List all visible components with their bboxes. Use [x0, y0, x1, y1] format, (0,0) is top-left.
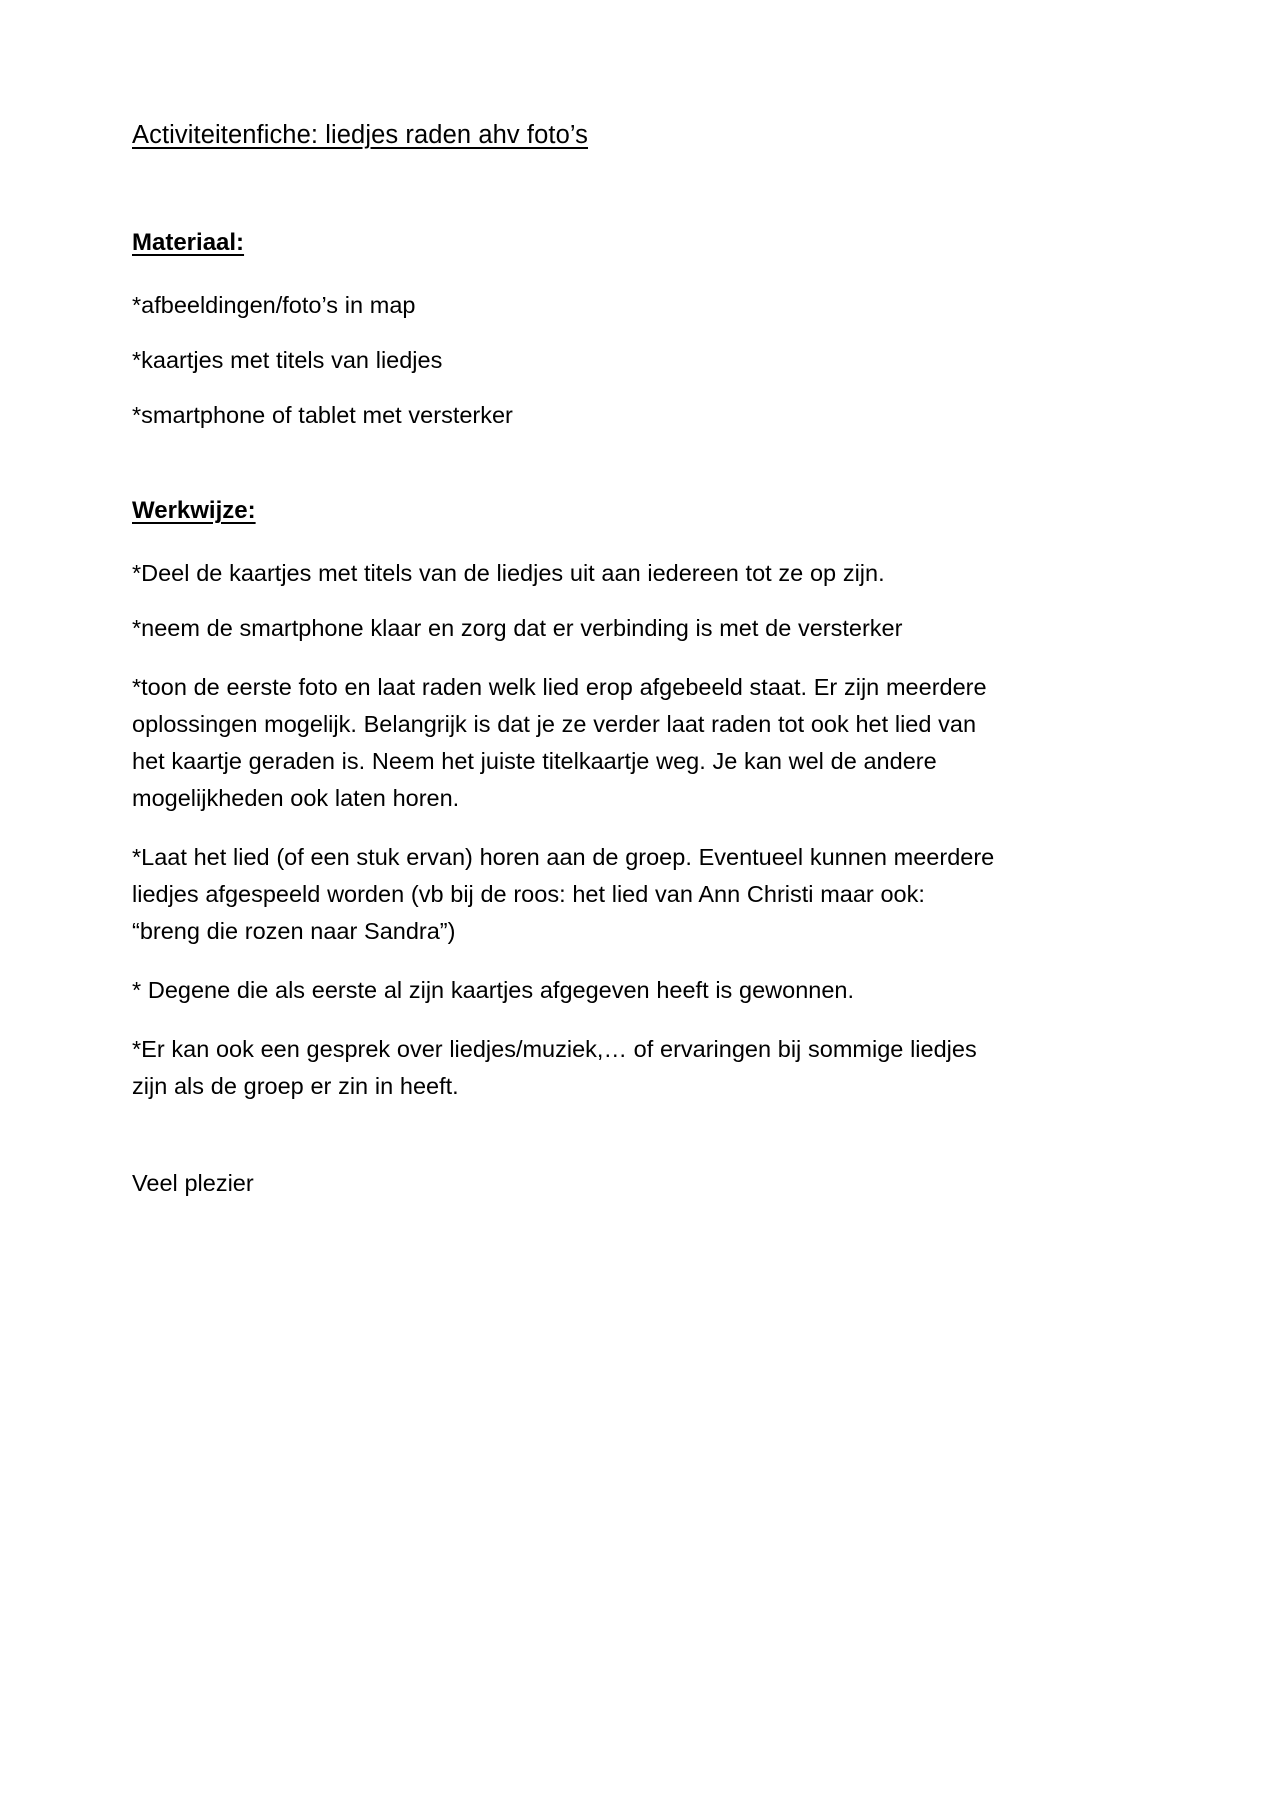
- werkwijze-item: *toon de eerste foto en laat raden welk lied erop afgebeeld staat. Er zijn meerdere oplossingen mogelijk. Belangrijk is dat je ze verder laat raden tot ook het lied van het kaartje geraden is. Neem het juiste titelkaartje weg. Je kan wel de andere mogelijkheden ook laten horen.: [132, 674, 987, 811]
- werkwijze-item: * Degene die als eerste al zijn kaartjes afgegeven heeft is gewonnen.: [132, 977, 855, 1003]
- section-heading-materiaal: [132, 226, 992, 259]
- document-body: [132, 118, 995, 1202]
- spacer-after-title: [132, 152, 992, 226]
- materiaal-item: *smartphone of tablet met versterker: [132, 402, 513, 428]
- werkwijze-item: *neem de smartphone klaar en zorg dat er verbinding is met de versterker: [132, 615, 903, 641]
- page-title-text: Activiteitenfiche: liedjes raden ahv foto’s: [132, 121, 589, 149]
- materiaal-item: *afbeeldingen/foto’s in map: [132, 292, 416, 318]
- werkwijze-item: *Deel de kaartjes met titels van de liedjes uit aan iedereen tot ze op zijn.: [132, 560, 885, 586]
- spacer-before-werkwijze: [132, 434, 992, 494]
- closing-line: Veel plezier: [132, 1170, 254, 1196]
- page-title: [132, 118, 992, 152]
- section-heading-materiaal-text: Materiaal:: [132, 229, 245, 256]
- section-heading-werkwijze: [132, 494, 992, 527]
- werkwijze-item: *Laat het lied (of een stuk ervan) horen aan de groep. Eventueel kunnen meerdere liedjes afgespeeld worden (vb bij de roos: het lied van Ann Christi maar ook: “breng die rozen naar Sandra”): [132, 844, 995, 944]
- materiaal-item: *kaartjes met titels van liedjes: [132, 347, 443, 373]
- section-heading-werkwijze-text: Werkwijze:: [132, 497, 256, 524]
- werkwijze-item: *Er kan ook een gesprek over liedjes/muziek,… of ervaringen bij sommige liedjes zijn als de groep er zin in heeft.: [132, 1036, 977, 1099]
